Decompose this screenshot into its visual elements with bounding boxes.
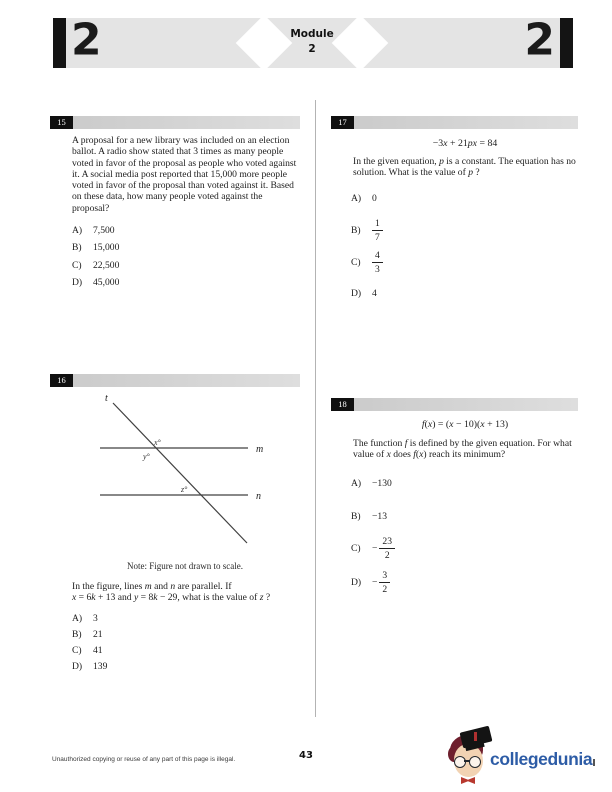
section-number-left: 2 <box>71 18 102 66</box>
module-header <box>53 18 573 68</box>
choice-c <box>351 250 578 275</box>
question-16-stem <box>72 581 298 604</box>
choice-c <box>72 645 300 656</box>
module-title <box>272 27 352 57</box>
section-number-right: 2 <box>524 18 555 66</box>
question-header-fill <box>354 116 578 129</box>
choice-text: 45,000 <box>93 276 120 288</box>
choice-c <box>351 536 578 561</box>
copyright-notice: Unauthorized copying or reuse of any part of this page is illegal. <box>52 756 236 763</box>
fraction <box>379 536 395 561</box>
question-15 <box>50 116 300 294</box>
choice-letter: B) <box>72 242 82 254</box>
choice-text: 3 <box>93 612 98 624</box>
fraction-denominator: 3 <box>375 263 380 275</box>
question-number-badge: 17 <box>331 116 354 129</box>
fraction-numerator: 23 <box>379 536 395 549</box>
choice-d <box>72 661 300 672</box>
choice-text: −130 <box>372 477 392 489</box>
angle-x-label: x° <box>154 438 161 447</box>
angle-z-label: z° <box>181 485 188 494</box>
figure-note: Note: Figure not drawn to scale. <box>127 561 243 571</box>
choice-letter: C) <box>351 543 361 555</box>
question-header-fill <box>73 116 300 129</box>
choice-letter: C) <box>72 259 82 271</box>
choice-b <box>351 218 578 243</box>
choice-text: 7,500 <box>93 225 115 237</box>
choice-letter: C) <box>351 256 361 268</box>
brand-trademark-mark <box>593 759 595 766</box>
transversal-label: t <box>105 393 108 404</box>
line-n-label: n <box>256 491 261 502</box>
choice-letter: D) <box>351 287 362 299</box>
choice-d <box>351 288 578 299</box>
choice-letter: D) <box>351 577 362 589</box>
choice-letter: A) <box>72 612 83 624</box>
module-label: Module <box>290 28 334 40</box>
fraction <box>372 250 383 275</box>
choice-d <box>351 570 578 595</box>
fraction-denominator: 2 <box>384 550 390 562</box>
collegedunia-logo[interactable] <box>448 726 600 788</box>
choice-b <box>351 511 578 522</box>
column-divider <box>315 100 316 717</box>
mascot-glasses-left-lens <box>454 756 466 768</box>
choice-letter: C) <box>72 645 82 657</box>
question-17-header-bar <box>331 116 578 129</box>
choice-b <box>72 629 300 640</box>
question-header-fill <box>354 398 578 411</box>
choice-d <box>72 277 300 288</box>
choice-text: 41 <box>93 645 103 657</box>
stem-line-2: x = 6k + 13 and y = 8k − 29, what is the value of z ? <box>72 592 271 604</box>
question-header-fill <box>73 374 300 387</box>
choice-letter: B) <box>351 224 361 236</box>
question-15-header-bar <box>50 116 300 129</box>
choice-a <box>72 225 300 236</box>
question-18 <box>331 398 578 601</box>
negative-sign: − <box>372 577 378 589</box>
choice-letter: B) <box>72 628 82 640</box>
question-15-choices <box>72 225 300 288</box>
header-left-black-cap <box>53 18 66 68</box>
question-17-equation: −3x + 21px = 84 <box>432 138 498 149</box>
question-17-stem: In the given equation, p is a constant. The equation has no solution. What is the value of p ? <box>353 156 576 179</box>
choice-text: 15,000 <box>93 242 120 254</box>
fraction-numerator: 1 <box>372 218 383 231</box>
module-number: 2 <box>308 43 316 56</box>
question-16 <box>50 374 300 678</box>
fraction-numerator: 4 <box>372 250 383 263</box>
question-number-badge: 15 <box>50 116 73 129</box>
choice-text: 4 <box>372 287 377 299</box>
question-18-stem: The function f is defined by the given equation. For what value of x does f(x) reach its minimum? <box>353 438 572 461</box>
question-16-header-bar <box>50 374 300 387</box>
question-17-choices <box>351 193 578 300</box>
choice-a <box>351 478 578 489</box>
brand-name: collegedunia <box>490 749 593 769</box>
choice-text: 21 <box>93 628 103 640</box>
question-18-equation: f(x) = (x − 10)(x + 13) <box>421 419 509 430</box>
collegedunia-mascot <box>448 728 494 788</box>
question-15-stem: A proposal for a new library was included on an election ballot. A radio show stated that 3 times as many people voted in favor of the proposal as people who voted against it. A social media post reported that 15,000 more people voted in favor of the proposal than voted against it. Based on these data, how many people voted against the proposal? <box>72 135 297 214</box>
page-number: 43 <box>299 750 313 761</box>
fraction <box>379 570 390 595</box>
choice-c <box>72 260 300 271</box>
choice-letter: D) <box>72 661 83 673</box>
question-17 <box>331 116 578 305</box>
angle-y-label: y° <box>143 452 150 461</box>
mascot-glasses-right-lens <box>469 756 481 768</box>
choice-a <box>72 613 300 624</box>
stem-line-1: In the figure, lines m and n are parallel. If <box>72 581 232 592</box>
choice-a <box>351 193 578 204</box>
choice-text: 139 <box>93 661 108 673</box>
question-number-badge: 16 <box>50 374 73 387</box>
choice-text: 0 <box>372 192 377 204</box>
header-right-black-cap <box>560 18 573 68</box>
parallel-lines-figure <box>95 392 270 552</box>
choice-letter: B) <box>351 510 361 522</box>
question-18-header-bar <box>331 398 578 411</box>
choice-text: −13 <box>372 510 388 522</box>
fraction-denominator: 7 <box>375 231 380 243</box>
question-18-choices <box>351 478 578 596</box>
choice-b <box>72 242 300 253</box>
mascot-bowtie <box>461 777 475 784</box>
line-m-label: m <box>256 444 264 455</box>
transversal-line <box>113 403 247 543</box>
choice-letter: D) <box>72 276 83 288</box>
choice-letter: A) <box>72 225 83 237</box>
negative-sign: − <box>372 543 378 555</box>
fraction <box>372 218 383 243</box>
fraction-denominator: 2 <box>382 584 388 596</box>
choice-letter: A) <box>351 192 362 204</box>
question-16-choices <box>72 613 300 673</box>
choice-text: 22,500 <box>93 259 120 271</box>
choice-letter: A) <box>351 477 362 489</box>
mascot-cap-tassel <box>474 732 477 741</box>
fraction-numerator: 3 <box>379 570 390 583</box>
mascot-glasses-bridge <box>464 760 470 762</box>
question-number-badge: 18 <box>331 398 354 411</box>
